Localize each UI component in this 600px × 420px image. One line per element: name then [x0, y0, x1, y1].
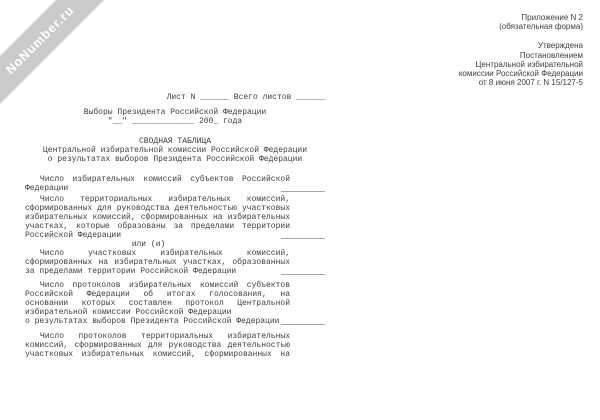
document-body: [25, 93, 325, 359]
paragraph-line: Число избирательных комиссий субъектов Российской: [40, 175, 290, 184]
paragraph-line: комиссий, сформированных для руководства деятельностью: [25, 341, 290, 350]
paragraph-line: основании которых составлен протокол Центральной: [25, 299, 290, 308]
election-date-line: "__" _____________ 200_ года: [107, 117, 243, 126]
spacer: [459, 31, 583, 41]
paragraph-line: сформированных на избирательных участках, образованных: [25, 258, 290, 267]
election-title-block: [25, 108, 325, 126]
paragraph-line: Число участковых избирательных комиссий,: [40, 249, 290, 258]
approval-line: от 8 июня 2007 г. N 15/127-5: [478, 78, 583, 88]
paragraph-line: Российской Федерации об итогах голосования, на: [25, 290, 290, 299]
appendix-line: Приложение N 2: [521, 13, 583, 22]
paragraph-line: за пределами территории Российской Федерации: [25, 267, 237, 276]
paragraph-protocols-territorial: [25, 332, 290, 359]
paragraph-line: Федерации: [25, 184, 69, 193]
summary-table-heading: [25, 137, 325, 164]
summary-table-subtitle: о результатах выборов Президента Российской Федерации: [47, 155, 303, 164]
paragraph-line: Число протоколов территориальных избирательных: [40, 332, 290, 341]
blank-field-line: [281, 274, 325, 275]
summary-table-subtitle: Центральной избирательной комиссии Российской Федерации: [42, 146, 308, 155]
election-title: Выборы Президента Российской Федерации: [83, 108, 267, 117]
blank-field-line: [281, 324, 325, 325]
watermark-text: NoNumber.ru: [3, 3, 77, 77]
paragraph-line: Число протоколов избирательных комиссий субъектов: [40, 281, 290, 290]
approval-line: Утверждена: [537, 41, 583, 51]
paragraph-precinct-commissions: [25, 249, 290, 276]
paragraph-line: Число территориальных избирательных комиссий,: [40, 195, 290, 204]
approval-line: комиссии Российской Федерации: [458, 69, 583, 79]
or-separator: или (и): [131, 240, 166, 249]
paragraph-line: избирательных комиссий, сформированных на избирательных: [25, 213, 290, 222]
paragraph-territorial-commissions: [25, 195, 290, 240]
blank-field-line: [281, 191, 325, 192]
paragraph-line: сформированных для руководства деятельностью участковых: [25, 204, 290, 213]
paragraph-line: о результатах выборов Президента Российской Федерации: [25, 317, 280, 326]
paragraph-line: участковых избирательных комиссий, сформированных на: [25, 350, 290, 359]
paragraph-line: Российской Федерации: [25, 231, 122, 240]
summary-table-title: СВОДНАЯ ТАБЛИЦА: [138, 137, 211, 146]
approval-line: Постановлением: [519, 50, 583, 60]
paragraph-protocols-subjects: [25, 281, 290, 326]
sheet-number-line: Лист N ______ Всего листов ______: [166, 93, 325, 102]
paragraph-line: избирательной комиссии Российской Федерации: [25, 308, 232, 317]
appendix-form-line: (обязательная форма): [499, 22, 583, 32]
approval-line: Центральной избирательной: [475, 59, 583, 69]
blank-field-line: [281, 238, 325, 239]
paragraph-line: участках, которые образованы за пределами территории: [25, 222, 290, 231]
paragraph-commissions-subjects: [25, 175, 290, 193]
corner-note: [459, 13, 583, 87]
